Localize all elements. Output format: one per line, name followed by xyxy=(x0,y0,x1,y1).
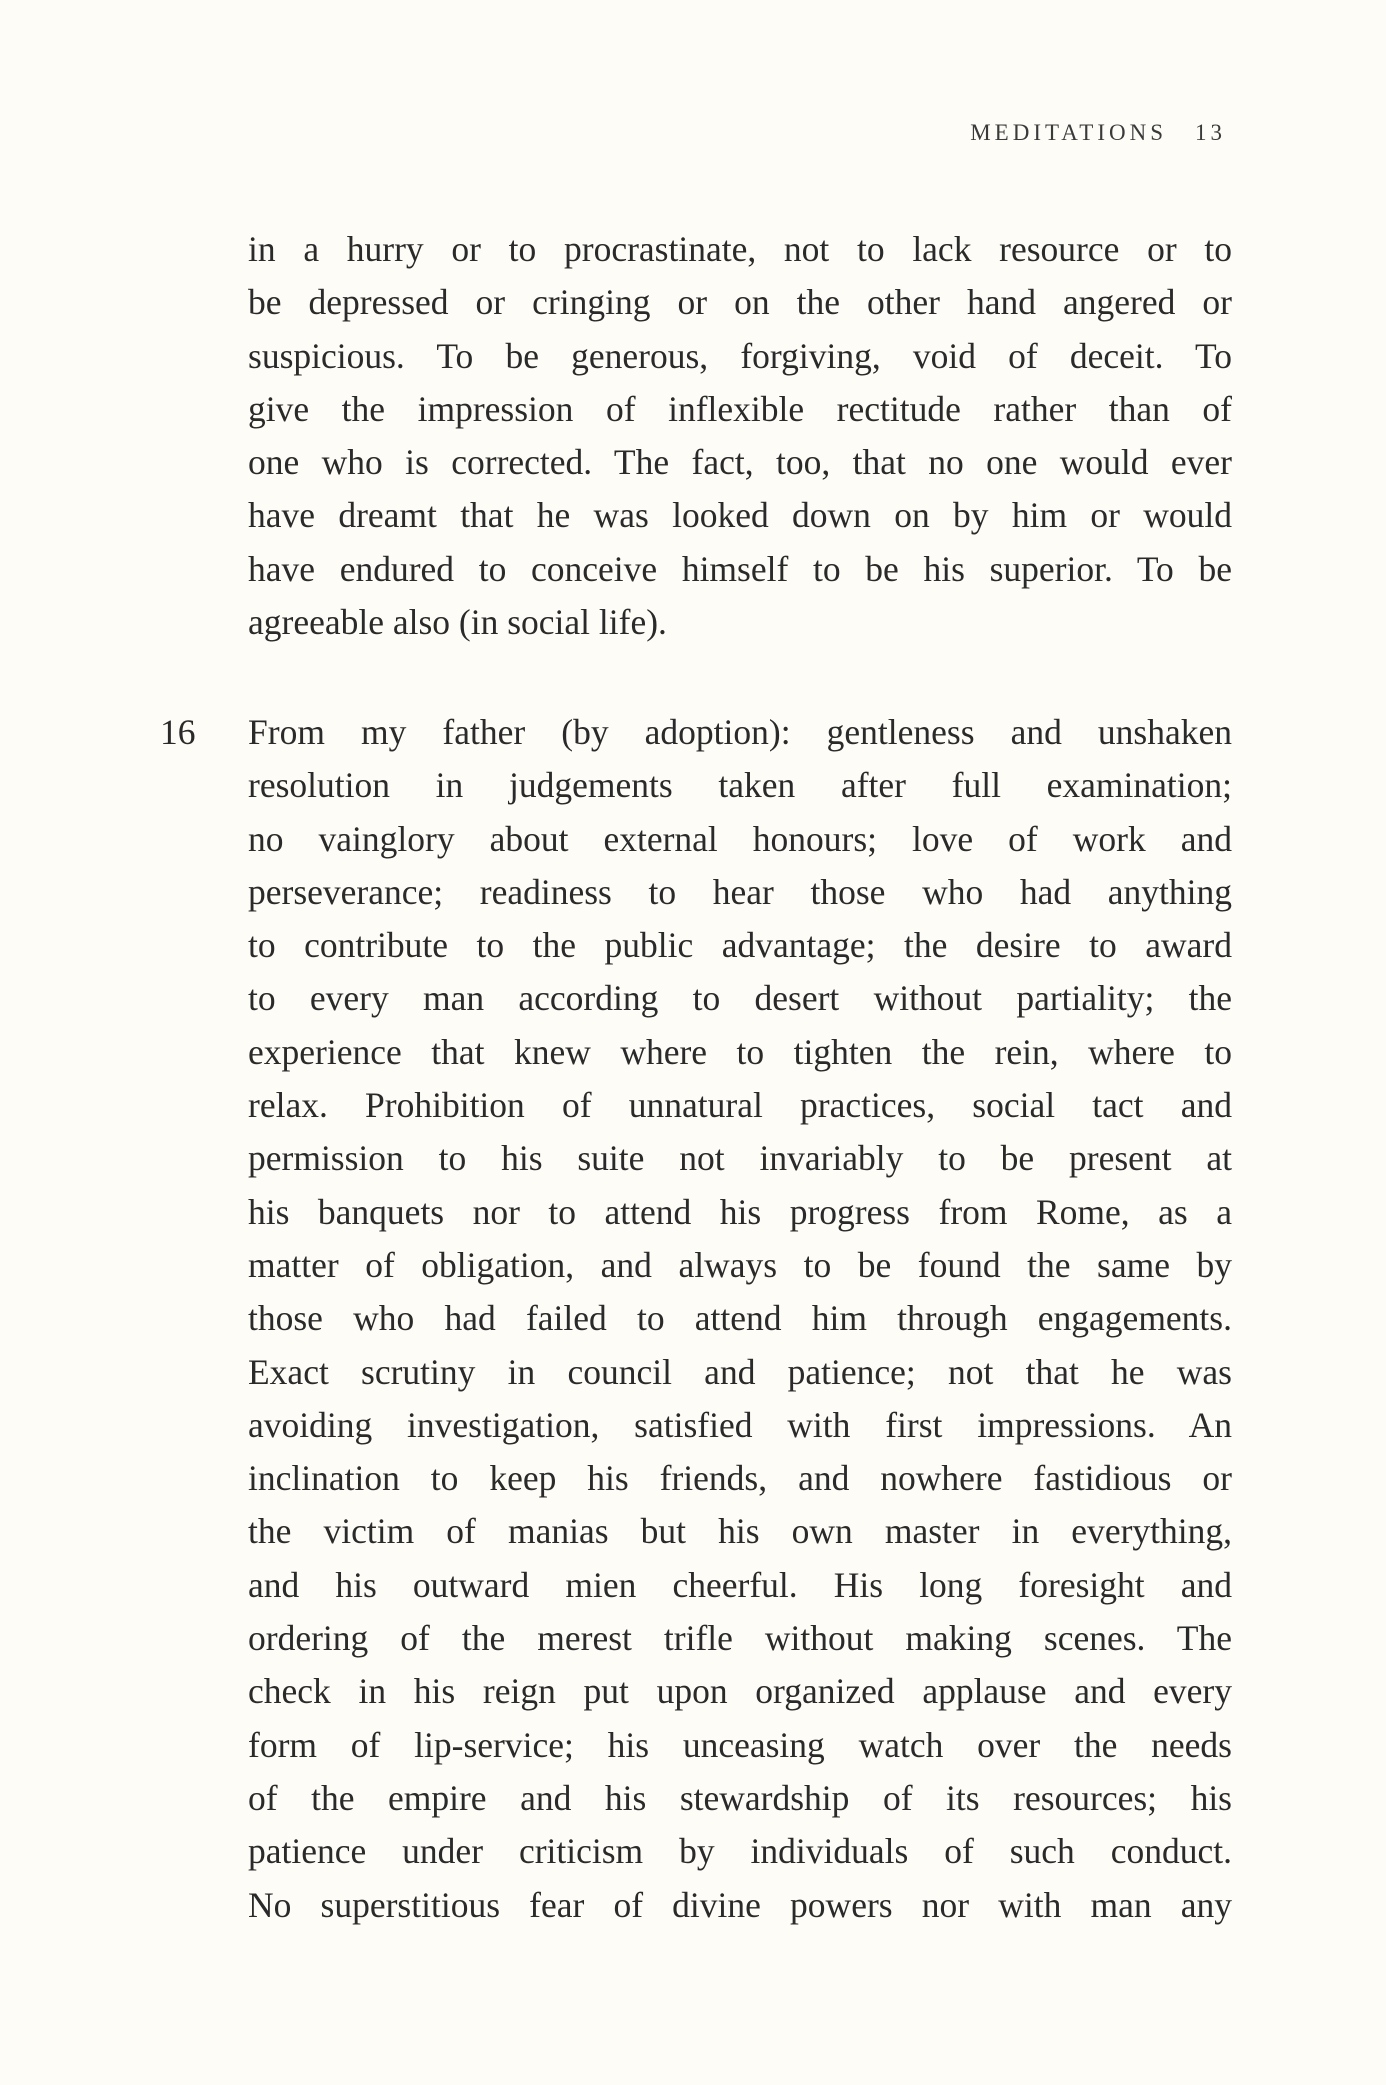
page-number: 13 xyxy=(1195,120,1226,145)
text-line: form of lip-service; his unceasing watch over the needs xyxy=(248,1724,1232,1765)
text-line: matter of obligation, and always to be found the same by xyxy=(248,1244,1232,1285)
text-line: those who had failed to attend him through engagements. xyxy=(248,1298,1232,1339)
section-number: 16 xyxy=(160,712,196,752)
running-head xyxy=(970,120,1226,146)
text-line: patience under criticism by individuals of such conduct. xyxy=(248,1831,1232,1872)
text-line: his banquets nor to attend his progress from Rome, as a xyxy=(248,1191,1232,1232)
text-line: check in his reign put upon organized applause and every xyxy=(248,1671,1232,1712)
text-line: to every man according to desert without partiality; the xyxy=(248,978,1232,1019)
text-line: permission to his suite not invariably to be present at xyxy=(248,1138,1232,1179)
text-line: inclination to keep his friends, and nowhere fastidious or xyxy=(248,1458,1232,1499)
continued-paragraph xyxy=(248,223,1232,649)
text-line: ordering of the merest trifle without making scenes. The xyxy=(248,1618,1232,1659)
text-line: Exact scrutiny in council and patience; not that he was xyxy=(248,1351,1232,1392)
text-line: the victim of manias but his own master in everything, xyxy=(248,1511,1232,1552)
text-line: have dreamt that he was looked down on by him or would xyxy=(248,495,1232,536)
text-line: no vainglory about external honours; love of work and xyxy=(248,818,1232,859)
text-line: be depressed or cringing or on the other hand angered or xyxy=(248,282,1232,323)
text-line: resolution in judgements taken after full examination; xyxy=(248,765,1232,806)
text-line: of the empire and his stewardship of its resources; his xyxy=(248,1777,1232,1818)
text-line: No superstitious fear of divine powers nor with man any xyxy=(248,1884,1232,1925)
text-line: experience that knew where to tighten the rein, where to xyxy=(248,1031,1232,1072)
text-line: From my father (by adoption): gentleness and unshaken xyxy=(248,712,1232,752)
text-line: one who is corrected. The fact, too, that no one would ever xyxy=(248,442,1232,483)
text-line: give the impression of inflexible rectitude rather than of xyxy=(248,388,1232,429)
text-line: suspicious. To be generous, forgiving, void of deceit. To xyxy=(248,335,1232,376)
text-line: perseverance; readiness to hear those who had anything xyxy=(248,871,1232,912)
text-line: to contribute to the public advantage; the desire to award xyxy=(248,925,1232,966)
text-line: agreeable also (in social life). xyxy=(248,602,667,643)
section-16-paragraph xyxy=(248,706,1232,1932)
text-line: and his outward mien cheerful. His long foresight and xyxy=(248,1564,1232,1605)
running-head-title: MEDITATIONS xyxy=(970,120,1167,145)
text-line: avoiding investigation, satisfied with first impressions. An xyxy=(248,1404,1232,1445)
text-line: relax. Prohibition of unnatural practices, social tact and xyxy=(248,1085,1232,1126)
text-line: have endured to conceive himself to be his superior. To be xyxy=(248,548,1232,589)
text-line: in a hurry or to procrastinate, not to lack resource or to xyxy=(248,229,1232,269)
